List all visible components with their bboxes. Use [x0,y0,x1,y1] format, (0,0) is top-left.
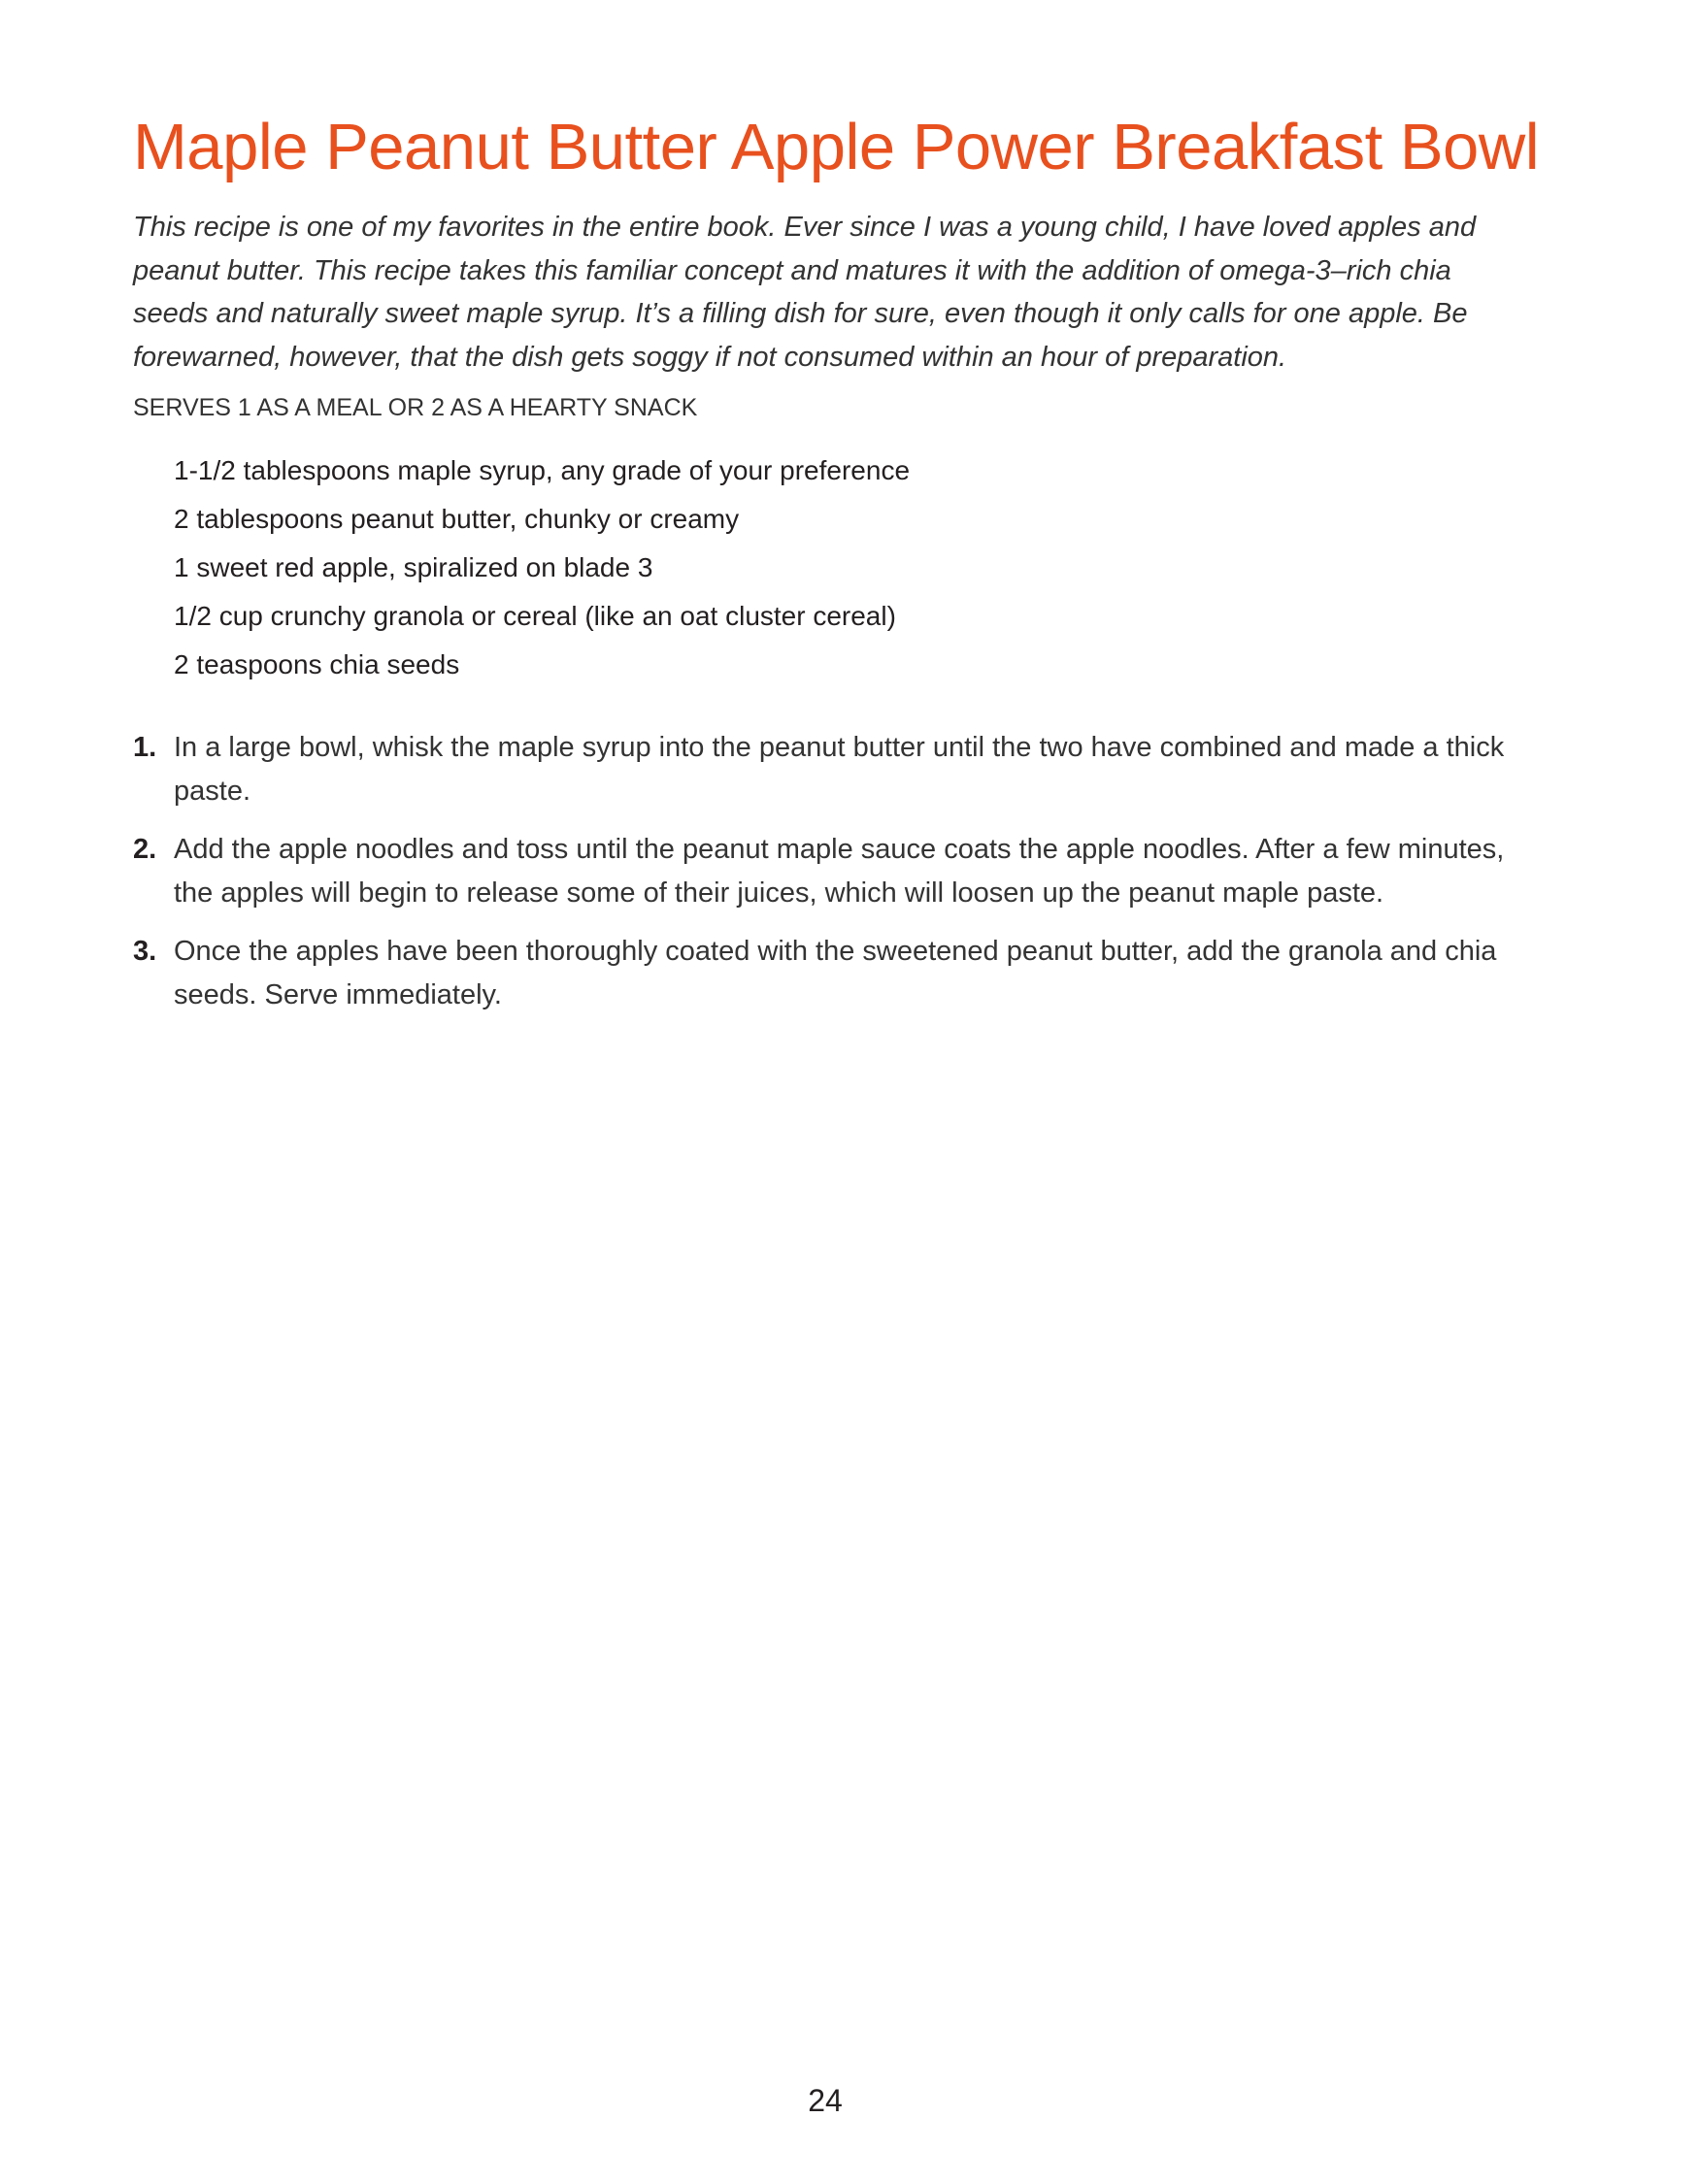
ingredient-list [174,447,910,689]
recipe-title: Maple Peanut Butter Apple Power Breakfast Bowl [133,111,1540,183]
ingredient-item: 1 sweet red apple, spiralized on blade 3 [174,552,653,582]
instruction-step [133,726,1521,812]
step-number: 3. [133,936,157,967]
instruction-list [133,726,1521,1032]
ingredient-item: 2 teaspoons chia seeds [174,649,460,679]
step-number: 1. [133,732,157,763]
ingredient-item: 1/2 cup crunchy granola or cereal (like an oat cluster cereal) [174,601,896,631]
step-text: Add the apple noodles and toss until the peanut maple sauce coats the apple noodles. After a few minutes, the apples will begin to release some of their juices, which will loosen up the peanut maple paste. [174,834,1505,909]
page-number: 24 [808,2083,843,2118]
step-text: In a large bowl, whisk the maple syrup into the peanut butter until the two have combined and made a thick paste. [174,732,1505,807]
step-text: Once the apples have been thoroughly coated with the sweetened peanut butter, add the granola and chia seeds. Serve immediately. [174,936,1497,1010]
ingredient-item: 1-1/2 tablespoons maple syrup, any grade of your preference [174,455,911,485]
instruction-step [133,930,1521,1016]
step-number: 2. [133,834,157,865]
ingredient-item: 2 tablespoons peanut butter, chunky or creamy [174,504,740,534]
instruction-step [133,828,1521,914]
serving-info: SERVES 1 AS A MEAL OR 2 AS A HEARTY SNACK [133,394,698,421]
recipe-intro: This recipe is one of my favorites in the entire book. Ever since I was a young child, I have loved apples and peanut butter. This recipe takes this familiar concept and matures it with the addition of omega-3–rich chia seeds and naturally sweet maple syrup. It’s a filling dish for sure, even though it only calls for one apple. Be forewarned, however, that the dish gets soggy if not consumed within an hour of preparation. [133,212,1477,373]
